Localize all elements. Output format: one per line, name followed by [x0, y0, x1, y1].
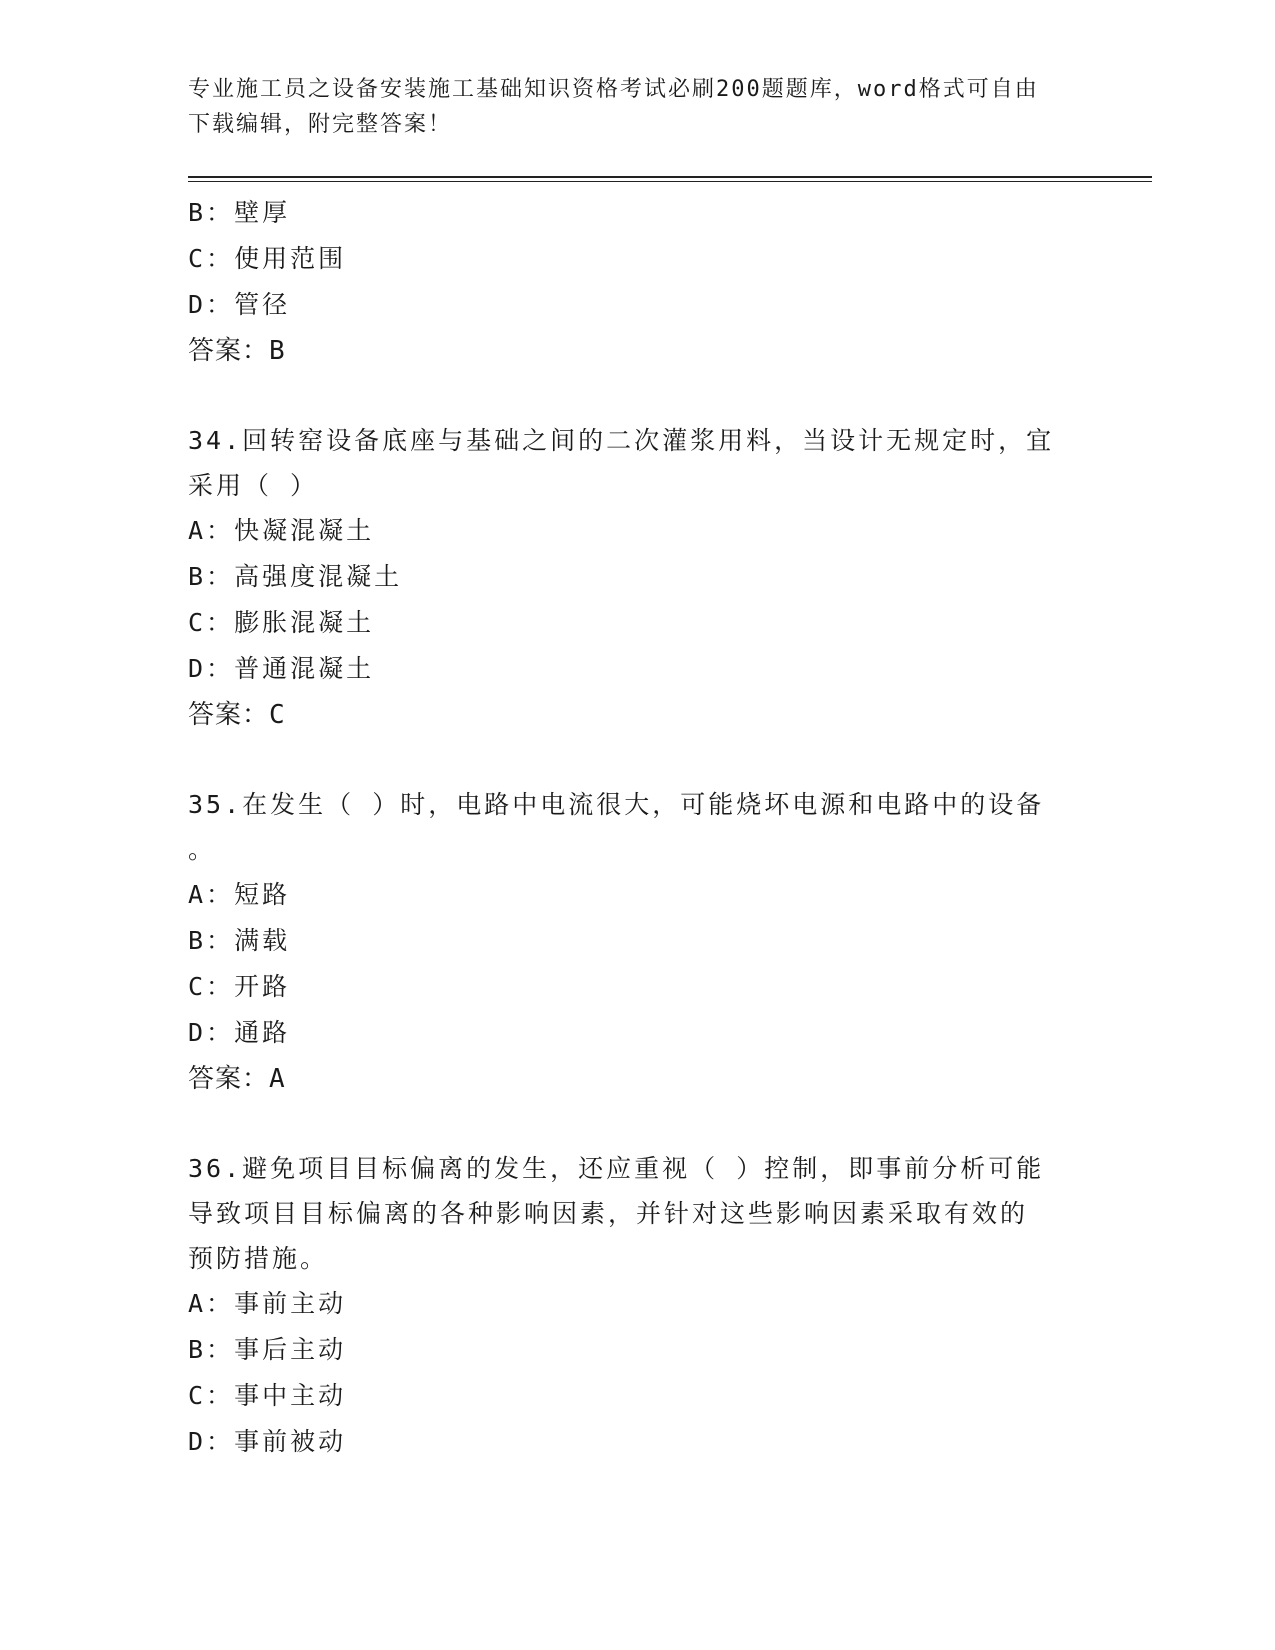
answer-line: 答案：B	[188, 336, 286, 366]
question-36	[188, 1146, 1088, 1465]
option-b: B：高强度混凝土	[188, 562, 403, 591]
question-list	[188, 190, 1088, 1465]
option-c: C：使用范围	[188, 244, 347, 273]
option-a: A：事前主动	[188, 1289, 347, 1318]
question-33-continued	[188, 190, 1088, 374]
header-line-2: 下载编辑，附完整答案！	[188, 112, 453, 137]
option-a: A：短路	[188, 880, 291, 909]
answer-line: 答案：C	[188, 700, 286, 730]
option-c: C：开路	[188, 972, 291, 1001]
question-stem: 35.在发生（ ）时，电路中电流很大，可能烧坏电源和电路中的设备 。	[188, 790, 1045, 864]
option-b: B：满载	[188, 926, 291, 955]
question-stem: 34.回转窑设备底座与基础之间的二次灌浆用料，当设计无规定时，宜 采用（ ）	[188, 426, 1055, 500]
answer-line: 答案：A	[188, 1064, 286, 1094]
option-d: D：通路	[188, 1018, 291, 1047]
option-a: A：快凝混凝土	[188, 516, 375, 545]
document-header	[188, 72, 1068, 142]
option-d: D：普通混凝土	[188, 654, 375, 683]
header-line-1: 专业施工员之设备安装施工基础知识资格考试必刷200题题库，word格式可自由	[188, 77, 1039, 102]
option-d: D：管径	[188, 290, 291, 319]
header-divider-thin	[188, 181, 1152, 182]
question-35	[188, 782, 1088, 1102]
header-divider-thick	[188, 176, 1152, 178]
option-b: B：壁厚	[188, 198, 291, 227]
option-b: B：事后主动	[188, 1335, 347, 1364]
option-c: C：膨胀混凝土	[188, 608, 375, 637]
option-c: C：事中主动	[188, 1381, 347, 1410]
question-34	[188, 418, 1088, 738]
option-d: D：事前被动	[188, 1427, 347, 1456]
question-stem: 36.避免项目目标偏离的发生，还应重视（ ）控制，即事前分析可能 导致项目目标偏离的各种影响因素，并针对这些影响因素采取有效的 预防措施。	[188, 1154, 1045, 1273]
